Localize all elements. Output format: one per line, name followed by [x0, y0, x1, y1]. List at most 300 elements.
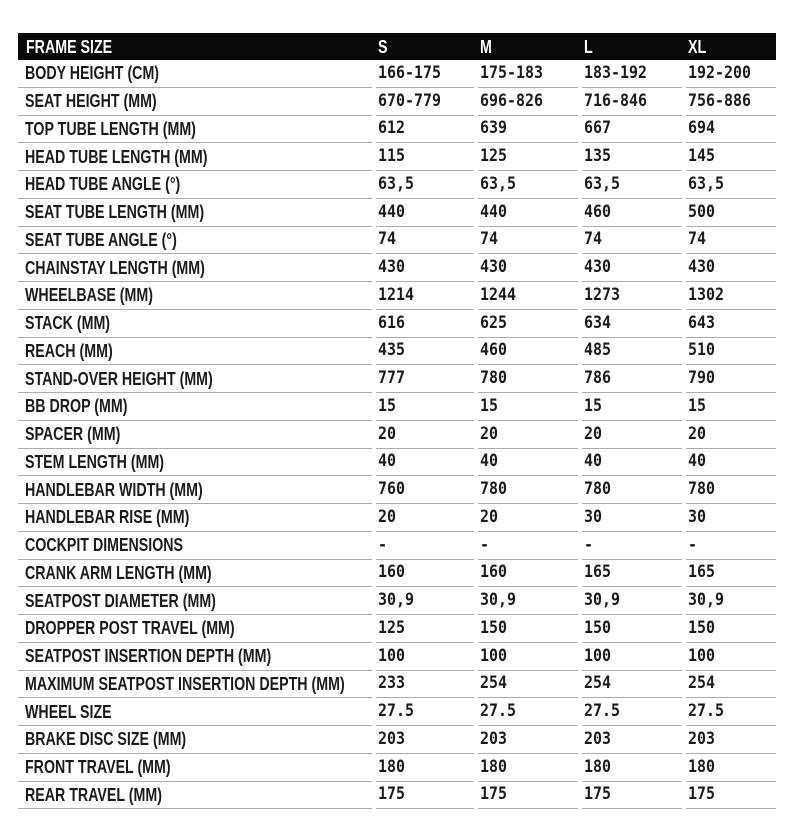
- spec-label-cell: [18, 782, 372, 810]
- spec-value-m: 639: [480, 118, 508, 139]
- spec-value-l-cell: [582, 726, 682, 754]
- spec-value-xl-cell: [686, 143, 776, 171]
- spec-label: DROPPER POST TRAVEL (MM): [25, 618, 235, 639]
- spec-label-cell: [18, 587, 372, 615]
- spec-value-xl-cell: [686, 587, 776, 615]
- spec-label: STACK (MM): [25, 313, 111, 334]
- spec-value-l-cell: [582, 615, 682, 643]
- spec-value-s: 175: [378, 784, 406, 805]
- spec-row: [18, 254, 776, 282]
- spec-value-l-cell: [582, 698, 682, 726]
- spec-value-s: 160: [378, 562, 406, 583]
- spec-value-m: 430: [480, 257, 508, 278]
- spec-row: [18, 476, 776, 504]
- spec-value-xl-cell: [686, 227, 776, 255]
- spec-label: FRONT TRAVEL (MM): [25, 757, 171, 778]
- spec-value-l-cell: [582, 338, 682, 366]
- spec-value-m: 40: [480, 451, 499, 472]
- spec-value-xl: 30,9: [688, 590, 725, 611]
- spec-label: SPACER (MM): [25, 424, 121, 445]
- spec-value-s: 125: [378, 617, 406, 638]
- spec-value-s: 166-175: [378, 62, 442, 83]
- spec-value-s: 1214: [378, 284, 415, 305]
- spec-value-l: 30,9: [584, 590, 621, 611]
- spec-row: [18, 171, 776, 199]
- spec-value-xl-cell: [686, 116, 776, 144]
- spec-value-s: 40: [378, 451, 397, 472]
- spec-label: STEM LENGTH (MM): [25, 451, 165, 472]
- spec-value-m-cell: [478, 338, 578, 366]
- spec-label: MAXIMUM SEATPOST INSERTION DEPTH (MM): [25, 673, 345, 694]
- spec-value-xl: 430: [688, 257, 716, 278]
- spec-row: [18, 421, 776, 449]
- spec-value-xl: 165: [688, 562, 716, 583]
- spec-label-cell: [18, 504, 372, 532]
- spec-value-m-cell: [478, 782, 578, 810]
- spec-value-m: 175: [480, 784, 508, 805]
- spec-value-xl-cell: [686, 338, 776, 366]
- spec-label-cell: [18, 338, 372, 366]
- spec-value-xl-cell: [686, 88, 776, 116]
- spec-value-l-cell: [582, 310, 682, 338]
- spec-value-s: 20: [378, 506, 397, 527]
- spec-value-m-cell: [478, 532, 578, 560]
- spec-value-s: 616: [378, 312, 406, 333]
- spec-row: [18, 560, 776, 588]
- spec-value-s: 30,9: [378, 590, 415, 611]
- spec-label-cell: [18, 615, 372, 643]
- spec-value-m: 125: [480, 146, 508, 167]
- spec-value-s-cell: [376, 393, 474, 421]
- spec-label-cell: [18, 671, 372, 699]
- spec-row: [18, 587, 776, 615]
- spec-value-s-cell: [376, 60, 474, 88]
- spec-row: [18, 310, 776, 338]
- spec-value-l: 716-846: [584, 90, 648, 111]
- spec-label: SEAT HEIGHT (MM): [25, 91, 157, 112]
- spec-value-l: 74: [584, 229, 603, 250]
- spec-value-s-cell: [376, 88, 474, 116]
- spec-value-s-cell: [376, 227, 474, 255]
- spec-value-m-cell: [478, 60, 578, 88]
- spec-value-xl-cell: [686, 726, 776, 754]
- spec-value-m: 160: [480, 562, 508, 583]
- spec-value-s-cell: [376, 282, 474, 310]
- spec-value-s-cell: [376, 504, 474, 532]
- spec-value-xl-cell: [686, 60, 776, 88]
- spec-value-m-cell: [478, 560, 578, 588]
- spec-value-l-cell: [582, 421, 682, 449]
- spec-value-xl-cell: [686, 421, 776, 449]
- spec-value-s-cell: [376, 116, 474, 144]
- spec-value-l: 1273: [584, 284, 621, 305]
- spec-value-s-cell: [376, 254, 474, 282]
- spec-label-cell: [18, 754, 372, 782]
- spec-value-s: 15: [378, 395, 397, 416]
- spec-value-xl: 500: [688, 201, 716, 222]
- spec-value-xl-cell: [686, 310, 776, 338]
- spec-value-l: 63,5: [584, 173, 621, 194]
- spec-row: [18, 671, 776, 699]
- spec-label-cell: [18, 282, 372, 310]
- spec-value-xl: 15: [688, 395, 707, 416]
- spec-value-l: 786: [584, 368, 612, 389]
- spec-value-l: 460: [584, 201, 612, 222]
- spec-value-xl: 175: [688, 784, 716, 805]
- spec-value-m: 1244: [480, 284, 517, 305]
- spec-value-m: 254: [480, 673, 508, 694]
- spec-value-l: 175: [584, 784, 612, 805]
- spec-value-s-cell: [376, 421, 474, 449]
- spec-value-l-cell: [582, 504, 682, 532]
- spec-value-xl: -: [688, 534, 698, 555]
- spec-label-cell: [18, 421, 372, 449]
- column-header-frame-size: [18, 33, 372, 60]
- spec-value-s-cell: [376, 698, 474, 726]
- spec-value-m: 696-826: [480, 90, 544, 111]
- spec-value-m: 180: [480, 756, 508, 777]
- spec-label: BODY HEIGHT (CM): [25, 63, 160, 84]
- spec-value-s-cell: [376, 560, 474, 588]
- spec-value-m-cell: [478, 310, 578, 338]
- spec-row: [18, 88, 776, 116]
- spec-value-m: 440: [480, 201, 508, 222]
- spec-label-cell: [18, 726, 372, 754]
- spec-value-s-cell: [376, 643, 474, 671]
- spec-value-l-cell: [582, 199, 682, 227]
- spec-value-l-cell: [582, 532, 682, 560]
- spec-value-m-cell: [478, 421, 578, 449]
- spec-value-xl: 145: [688, 146, 716, 167]
- spec-label-cell: [18, 254, 372, 282]
- spec-value-l-cell: [582, 254, 682, 282]
- spec-value-s-cell: [376, 782, 474, 810]
- spec-value-xl: 100: [688, 645, 716, 666]
- spec-value-m: 203: [480, 728, 508, 749]
- spec-value-xl-cell: [686, 671, 776, 699]
- spec-value-s-cell: [376, 476, 474, 504]
- spec-label: HANDLEBAR WIDTH (MM): [25, 479, 203, 500]
- spec-value-m-cell: [478, 449, 578, 477]
- spec-value-m-cell: [478, 643, 578, 671]
- spec-value-s: 777: [378, 368, 406, 389]
- spec-value-xl-cell: [686, 782, 776, 810]
- spec-value-s-cell: [376, 171, 474, 199]
- spec-value-xl: 20: [688, 423, 707, 444]
- spec-value-m: 150: [480, 617, 508, 638]
- spec-value-s: 115: [378, 146, 406, 167]
- spec-value-xl: 150: [688, 617, 716, 638]
- spec-label-cell: [18, 560, 372, 588]
- column-header-size-l: [582, 33, 682, 60]
- spec-label-cell: [18, 60, 372, 88]
- spec-value-s-cell: [376, 671, 474, 699]
- spec-value-m: 460: [480, 340, 508, 361]
- spec-value-l: 100: [584, 645, 612, 666]
- spec-value-xl-cell: [686, 643, 776, 671]
- spec-value-xl-cell: [686, 365, 776, 393]
- spec-value-l-cell: [582, 671, 682, 699]
- spec-value-l: -: [584, 534, 594, 555]
- column-header-size-m: [478, 33, 578, 60]
- spec-row: [18, 116, 776, 144]
- spec-label-cell: [18, 643, 372, 671]
- spec-value-l-cell: [582, 449, 682, 477]
- spec-value-xl: 63,5: [688, 173, 725, 194]
- spec-row: [18, 199, 776, 227]
- spec-value-s-cell: [376, 587, 474, 615]
- spec-row: [18, 615, 776, 643]
- spec-row: [18, 726, 776, 754]
- spec-value-m-cell: [478, 615, 578, 643]
- spec-value-s: 203: [378, 728, 406, 749]
- spec-label: REAR TRAVEL (MM): [25, 784, 162, 805]
- spec-value-xl: 510: [688, 340, 716, 361]
- spec-value-l-cell: [582, 143, 682, 171]
- spec-label-cell: [18, 476, 372, 504]
- spec-value-s: 180: [378, 756, 406, 777]
- spec-value-m: 15: [480, 395, 499, 416]
- spec-value-l-cell: [582, 643, 682, 671]
- spec-value-l: 180: [584, 756, 612, 777]
- column-header-size-xl: [686, 33, 776, 60]
- spec-label: SEAT TUBE ANGLE (°): [25, 229, 177, 250]
- spec-value-l-cell: [582, 88, 682, 116]
- spec-label-cell: [18, 171, 372, 199]
- spec-label: REACH (MM): [25, 340, 113, 361]
- spec-value-xl: 180: [688, 756, 716, 777]
- spec-value-l: 30: [584, 506, 603, 527]
- spec-value-s: 435: [378, 340, 406, 361]
- spec-value-xl-cell: [686, 171, 776, 199]
- spec-value-m-cell: [478, 171, 578, 199]
- spec-label: TOP TUBE LENGTH (MM): [25, 118, 196, 139]
- spec-row: [18, 698, 776, 726]
- spec-value-l-cell: [582, 227, 682, 255]
- spec-value-l: 165: [584, 562, 612, 583]
- spec-value-m: 100: [480, 645, 508, 666]
- spec-label-cell: [18, 393, 372, 421]
- spec-value-s: 100: [378, 645, 406, 666]
- spec-value-m-cell: [478, 698, 578, 726]
- spec-value-s: 612: [378, 118, 406, 139]
- spec-value-xl: 27.5: [688, 701, 725, 722]
- spec-label-cell: [18, 227, 372, 255]
- spec-value-xl-cell: [686, 698, 776, 726]
- spec-value-s: 63,5: [378, 173, 415, 194]
- spec-value-xl-cell: [686, 199, 776, 227]
- spec-value-xl: 74: [688, 229, 707, 250]
- spec-label: WHEELBASE (MM): [25, 285, 153, 306]
- spec-row: [18, 449, 776, 477]
- spec-value-m: 27.5: [480, 701, 517, 722]
- spec-label-cell: [18, 532, 372, 560]
- spec-value-m-cell: [478, 199, 578, 227]
- spec-value-l: 203: [584, 728, 612, 749]
- spec-label: SEAT TUBE LENGTH (MM): [25, 202, 205, 223]
- spec-value-l: 780: [584, 479, 612, 500]
- spec-value-l-cell: [582, 587, 682, 615]
- size-l-label: L: [584, 36, 593, 57]
- spec-row: [18, 227, 776, 255]
- spec-value-l-cell: [582, 171, 682, 199]
- spec-value-m: 63,5: [480, 173, 517, 194]
- spec-value-xl-cell: [686, 560, 776, 588]
- spec-value-m: 20: [480, 423, 499, 444]
- spec-value-l: 15: [584, 395, 603, 416]
- spec-value-l-cell: [582, 393, 682, 421]
- spec-value-l: 254: [584, 673, 612, 694]
- spec-value-l-cell: [582, 754, 682, 782]
- spec-label-cell: [18, 365, 372, 393]
- spec-row: [18, 532, 776, 560]
- spec-value-xl: 30: [688, 506, 707, 527]
- spec-value-m-cell: [478, 476, 578, 504]
- spec-label-cell: [18, 310, 372, 338]
- spec-value-m: 780: [480, 368, 508, 389]
- spec-value-m: 780: [480, 479, 508, 500]
- spec-label: HEAD TUBE ANGLE (°): [25, 174, 181, 195]
- spec-value-m-cell: [478, 393, 578, 421]
- spec-value-xl: 643: [688, 312, 716, 333]
- spec-value-xl: 790: [688, 368, 716, 389]
- spec-value-m-cell: [478, 671, 578, 699]
- spec-value-m-cell: [478, 227, 578, 255]
- spec-value-l: 27.5: [584, 701, 621, 722]
- spec-value-l-cell: [582, 116, 682, 144]
- spec-label: HANDLEBAR RISE (MM): [25, 507, 190, 528]
- spec-value-xl-cell: [686, 476, 776, 504]
- spec-value-m-cell: [478, 254, 578, 282]
- spec-row: [18, 365, 776, 393]
- spec-value-s-cell: [376, 143, 474, 171]
- spec-value-xl-cell: [686, 615, 776, 643]
- spec-value-xl: 203: [688, 728, 716, 749]
- spec-label: SEATPOST DIAMETER (MM): [25, 590, 216, 611]
- spec-row: [18, 143, 776, 171]
- spec-label: BRAKE DISC SIZE (MM): [25, 729, 187, 750]
- spec-value-s-cell: [376, 532, 474, 560]
- spec-value-m-cell: [478, 587, 578, 615]
- frame-size-geometry-table: [18, 33, 776, 809]
- spec-row: [18, 754, 776, 782]
- spec-value-s: 20: [378, 423, 397, 444]
- spec-row: [18, 504, 776, 532]
- spec-value-s-cell: [376, 365, 474, 393]
- spec-value-l-cell: [582, 476, 682, 504]
- size-m-label: M: [480, 36, 492, 57]
- spec-value-xl: 756-886: [688, 90, 752, 111]
- spec-value-xl-cell: [686, 754, 776, 782]
- spec-value-l: 150: [584, 617, 612, 638]
- spec-value-xl: 40: [688, 451, 707, 472]
- spec-value-xl-cell: [686, 282, 776, 310]
- spec-label-cell: [18, 143, 372, 171]
- spec-label-cell: [18, 698, 372, 726]
- spec-value-s-cell: [376, 615, 474, 643]
- spec-value-l: 40: [584, 451, 603, 472]
- spec-value-s-cell: [376, 338, 474, 366]
- spec-label-cell: [18, 199, 372, 227]
- spec-value-xl: 254: [688, 673, 716, 694]
- spec-label: WHEEL SIZE: [25, 701, 112, 722]
- size-s-label: S: [378, 36, 388, 57]
- spec-value-s: 74: [378, 229, 397, 250]
- spec-value-m: 625: [480, 312, 508, 333]
- column-header-size-s: [376, 33, 474, 60]
- spec-value-xl-cell: [686, 393, 776, 421]
- spec-value-m-cell: [478, 282, 578, 310]
- spec-label-cell: [18, 88, 372, 116]
- spec-value-xl: 780: [688, 479, 716, 500]
- spec-value-s: -: [378, 534, 388, 555]
- spec-value-xl: 694: [688, 118, 716, 139]
- spec-value-xl: 192-200: [688, 62, 752, 83]
- spec-value-m-cell: [478, 88, 578, 116]
- spec-value-xl-cell: [686, 449, 776, 477]
- spec-value-l: 20: [584, 423, 603, 444]
- spec-value-s-cell: [376, 449, 474, 477]
- spec-value-xl-cell: [686, 504, 776, 532]
- frame-size-header-label: FRAME SIZE: [26, 36, 113, 57]
- spec-value-l-cell: [582, 282, 682, 310]
- spec-value-s: 430: [378, 257, 406, 278]
- spec-value-s-cell: [376, 754, 474, 782]
- spec-value-s-cell: [376, 310, 474, 338]
- spec-value-xl: 1302: [688, 284, 725, 305]
- spec-value-xl-cell: [686, 532, 776, 560]
- size-xl-label: XL: [688, 36, 707, 57]
- spec-value-m: 20: [480, 506, 499, 527]
- spec-value-s: 440: [378, 201, 406, 222]
- spec-value-s-cell: [376, 199, 474, 227]
- spec-value-m-cell: [478, 726, 578, 754]
- spec-label: CHAINSTAY LENGTH (MM): [25, 257, 205, 278]
- spec-value-l: 634: [584, 312, 612, 333]
- spec-value-s: 670-779: [378, 90, 442, 111]
- spec-row: [18, 282, 776, 310]
- spec-row: [18, 643, 776, 671]
- spec-label: HEAD TUBE LENGTH (MM): [25, 146, 208, 167]
- spec-value-m: -: [480, 534, 490, 555]
- spec-value-m: 74: [480, 229, 499, 250]
- spec-value-l-cell: [582, 365, 682, 393]
- spec-label-cell: [18, 116, 372, 144]
- spec-value-s: 27.5: [378, 701, 415, 722]
- spec-row: [18, 782, 776, 810]
- spec-value-l: 135: [584, 146, 612, 167]
- spec-value-s-cell: [376, 726, 474, 754]
- spec-row: [18, 60, 776, 88]
- spec-label: CRANK ARM LENGTH (MM): [25, 562, 212, 583]
- spec-value-l-cell: [582, 782, 682, 810]
- spec-value-l: 430: [584, 257, 612, 278]
- spec-value-m: 175-183: [480, 62, 544, 83]
- spec-value-s: 233: [378, 673, 406, 694]
- spec-label-cell: [18, 449, 372, 477]
- spec-label: SEATPOST INSERTION DEPTH (MM): [25, 646, 272, 667]
- spec-row: [18, 393, 776, 421]
- spec-row: [18, 338, 776, 366]
- spec-value-s: 760: [378, 479, 406, 500]
- spec-value-m-cell: [478, 504, 578, 532]
- spec-value-l: 667: [584, 118, 612, 139]
- spec-value-m-cell: [478, 116, 578, 144]
- spec-value-l: 183-192: [584, 62, 648, 83]
- spec-label: COCKPIT DIMENSIONS: [25, 535, 184, 556]
- spec-value-xl-cell: [686, 254, 776, 282]
- table-body: [18, 60, 776, 809]
